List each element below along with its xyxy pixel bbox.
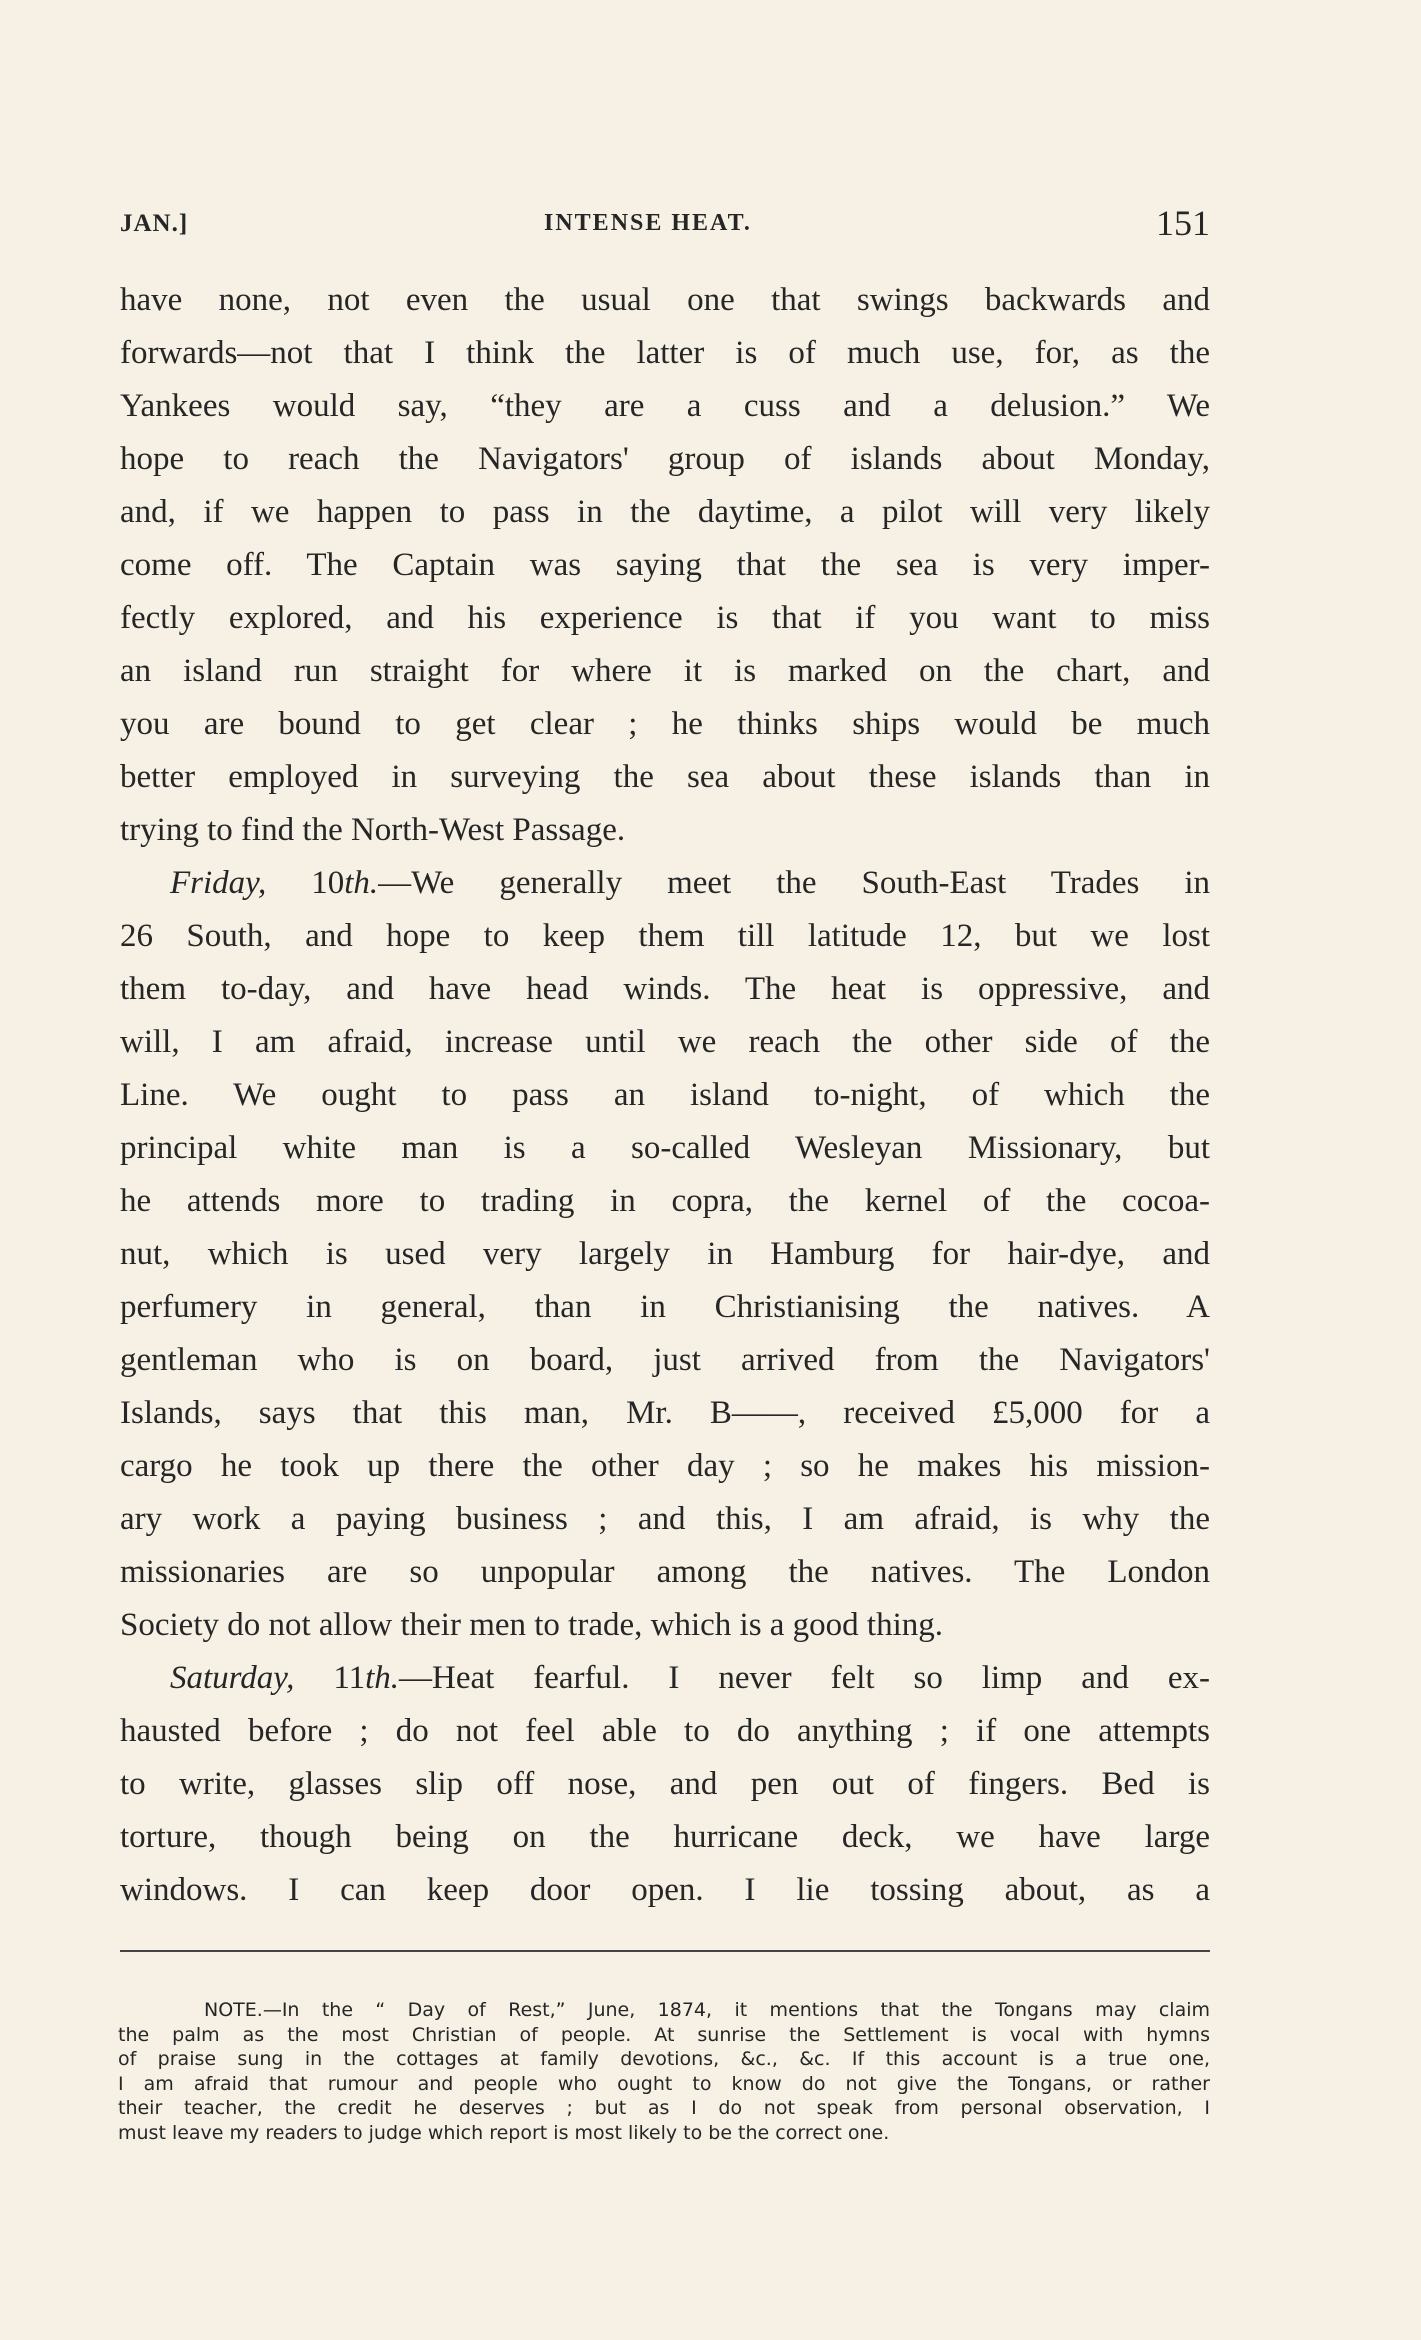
footnote-line: I am afraid that rumour and people who ought to know do not give the Tongans, or rather [118, 2072, 1210, 2095]
running-header [120, 204, 1210, 248]
text-line: and, if we happen to pass in the daytime, a pilot will very likely [120, 494, 1210, 530]
footnote-line: must leave my readers to judge which report is most likely to be the correct one. [118, 2121, 890, 2144]
footnote-line: NOTE.—In the “ Day of Rest,” June, 1874, it mentions that the Tongans may claim [204, 1999, 1210, 2021]
entry-text: —We generally meet the South-East Trades in [378, 865, 1211, 901]
text-line: Society do not allow their men to trade, which is a good thing. [120, 1607, 944, 1643]
header-month: JAN.] [120, 210, 189, 237]
text-line: better employed in surveying the sea about these islands than in [120, 759, 1210, 795]
text-line: come off. The Captain was saying that the sea is very imper- [120, 547, 1210, 583]
text-line: fectly explored, and his experience is that if you want to miss [120, 600, 1210, 636]
text-line: missionaries are so unpopular among the natives. The London [120, 1554, 1210, 1590]
footnote-line: of praise sung in the cottages at family devotions, &c., &c. If this account is a true one, [118, 2048, 1210, 2070]
footnote-line: the palm as the most Christian of people. At sunrise the Settlement is vocal with hymns [118, 2023, 1210, 2046]
footnote-line: their teacher, the credit he deserves ; but as I do not speak from personal observation, I [118, 2097, 1210, 2119]
header-title: INTENSE HEAT. [544, 210, 752, 236]
text-line: Islands, says that this man, Mr. B——, received £5,000 for a [120, 1395, 1210, 1431]
entry-date-suffix: th. [365, 1660, 400, 1696]
entry-day: Saturday, [170, 1660, 295, 1696]
text-line: torture, though being on the hurricane deck, we have large [120, 1819, 1210, 1855]
text-line: hausted before ; do not feel able to do anything ; if one attempts [120, 1713, 1210, 1749]
text-line: gentleman who is on board, just arrived from the Navigators' [120, 1342, 1210, 1378]
entry-date-number: 11 [333, 1660, 366, 1696]
entry-date-suffix: th. [344, 865, 379, 901]
text-line: perfumery in general, than in Christianising the natives. A [120, 1289, 1210, 1325]
text-line: trying to find the North-West Passage. [120, 812, 626, 848]
footnote [118, 1998, 1210, 2145]
text-line: principal white man is a so-called Wesleyan Missionary, but [120, 1130, 1210, 1166]
text-line: Yankees would say, “they are a cuss and a delusion.” We [120, 388, 1210, 424]
text-line: forwards—not that I think the latter is of much use, for, as the [120, 335, 1210, 371]
text-line: windows. I can keep door open. I lie tossing about, as a [120, 1872, 1210, 1908]
text-line: Line. We ought to pass an island to-night, of which the [120, 1077, 1210, 1113]
text-line: cargo he took up there the other day ; so he makes his mission- [120, 1448, 1210, 1484]
text-line: an island run straight for where it is marked on the chart, and [120, 653, 1210, 689]
footnote-divider [120, 1950, 1210, 1956]
entry-date-number: 10 [311, 865, 345, 901]
text-line: have none, not even the usual one that swings backwards and [120, 282, 1210, 318]
text-line: hope to reach the Navigators' group of islands about Monday, [120, 441, 1210, 477]
footnote-rule [120, 1950, 1210, 1952]
body-text [120, 274, 1210, 1917]
text-line: 26 South, and hope to keep them till latitude 12, but we lost [120, 918, 1210, 954]
text-line: nut, which is used very largely in Hamburg for hair-dye, and [120, 1236, 1210, 1272]
friday-entry-first-line [120, 857, 1210, 910]
text-line: to write, glasses slip off nose, and pen out of fingers. Bed is [120, 1766, 1210, 1802]
entry-day: Friday, [170, 865, 267, 901]
text-line: them to-day, and have head winds. The heat is oppressive, and [120, 971, 1210, 1007]
text-line: will, I am afraid, increase until we reach the other side of the [120, 1024, 1210, 1060]
text-line: he attends more to trading in copra, the kernel of the cocoa- [120, 1183, 1210, 1219]
saturday-entry-first-line [120, 1652, 1210, 1705]
entry-text: —Heat fearful. I never felt so limp and ex- [399, 1660, 1210, 1696]
page-number: 151 [1156, 203, 1210, 243]
text-line: ary work a paying business ; and this, I am afraid, is why the [120, 1501, 1210, 1537]
text-line: you are bound to get clear ; he thinks ships would be much [120, 706, 1210, 742]
